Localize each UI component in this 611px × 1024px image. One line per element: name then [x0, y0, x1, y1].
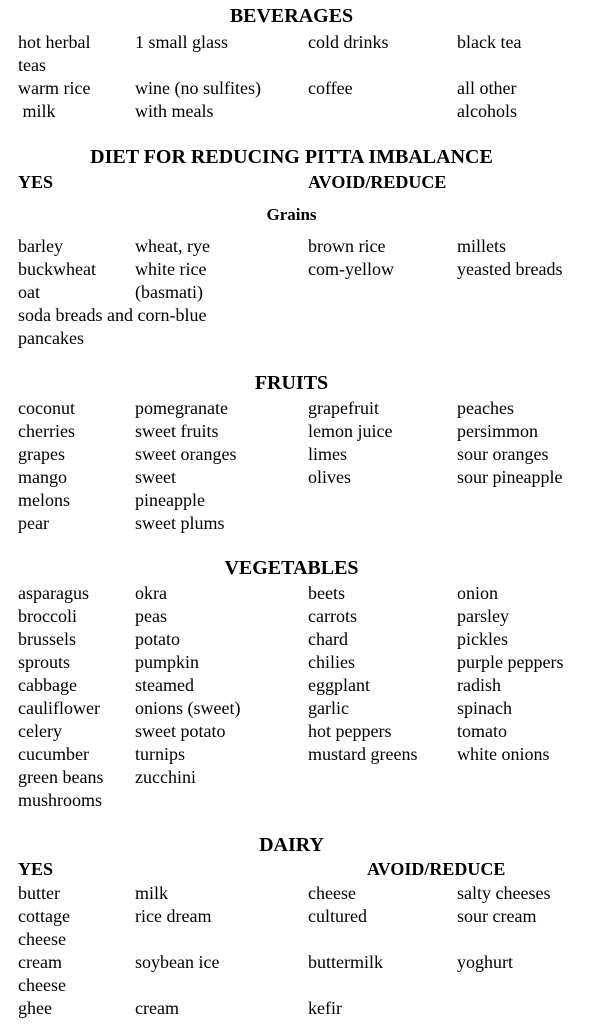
table-cell — [308, 281, 457, 304]
beverages-heading: BEVERAGES — [229, 5, 354, 27]
table-cell: cultured — [308, 906, 367, 926]
dairy-table — [18, 882, 598, 1020]
table-cell: potato — [135, 629, 180, 649]
table-cell — [457, 489, 598, 512]
table-cell: with meals — [135, 101, 214, 121]
table-cell — [457, 281, 598, 304]
table-cell: olives — [308, 467, 351, 487]
table-cell: sweet potato — [135, 721, 226, 741]
table-cell: sweet fruits — [135, 421, 219, 441]
fruits-table — [18, 397, 598, 535]
dairy-avoid-reduce-label: AVOID/REDUCE — [367, 859, 506, 879]
table-cell: cauliflower — [18, 698, 100, 718]
vegetables-heading: VEGETABLES — [224, 557, 359, 579]
table-cell: coconut — [18, 398, 75, 418]
table-cell: cucumber — [18, 744, 89, 764]
table-cell: sweet oranges — [135, 444, 237, 464]
table-cell: broccoli — [18, 606, 77, 626]
table-cell: mango — [18, 467, 67, 487]
table-cell — [457, 766, 598, 789]
table-cell: brown rice — [308, 236, 386, 256]
table-cell: kefir — [308, 998, 342, 1018]
table-cell: oat — [18, 282, 40, 302]
table-cell: green beans — [18, 767, 104, 787]
table-cell: parsley — [457, 606, 509, 626]
dairy-yes-label: YES — [18, 859, 54, 879]
table-cell: sour oranges — [457, 444, 549, 464]
table-cell — [308, 489, 457, 512]
table-cell — [457, 997, 598, 1020]
table-cell: 1 small glass — [135, 32, 228, 52]
table-cell: buttermilk — [308, 952, 383, 972]
table-cell: mushrooms — [18, 790, 103, 810]
table-cell: pancakes — [18, 328, 84, 348]
table-cell: yoghurt — [457, 952, 513, 972]
table-cell: cheese — [308, 883, 356, 903]
table-cell: beets — [308, 583, 345, 603]
table-cell: salty cheeses — [457, 883, 551, 903]
table-cell: soda breads and corn-blue — [18, 305, 207, 325]
table-cell: onions (sweet) — [135, 698, 241, 718]
table-cell — [135, 789, 308, 812]
table-cell: pumpkin — [135, 652, 200, 672]
table-cell: celery — [18, 721, 62, 741]
table-cell: wine (no sulfites) — [135, 78, 261, 98]
avoid-reduce-label: AVOID/REDUCE — [308, 172, 447, 192]
table-cell: grapefruit — [308, 398, 379, 418]
table-cell: chilies — [308, 652, 355, 672]
table-cell: cabbage — [18, 675, 77, 695]
table-cell: persimmon — [457, 421, 538, 441]
table-cell: pear — [18, 513, 49, 533]
table-cell — [457, 928, 598, 951]
table-cell: asparagus — [18, 583, 89, 603]
table-cell — [308, 512, 457, 535]
table-cell: peaches — [457, 398, 514, 418]
table-cell: sour cream — [457, 906, 537, 926]
table-cell: yeasted breads — [457, 259, 563, 279]
table-cell: okra — [135, 583, 167, 603]
table-cell: soybean ice — [135, 952, 220, 972]
grains-table — [18, 235, 598, 350]
table-cell — [308, 974, 457, 997]
table-cell: tomato — [457, 721, 507, 741]
table-cell: peas — [135, 606, 167, 626]
table-cell: sweet plums — [135, 513, 225, 533]
table-cell: milk — [18, 101, 56, 121]
table-cell — [135, 54, 308, 77]
table-cell: coffee — [308, 78, 353, 98]
table-cell: eggplant — [308, 675, 370, 695]
table-cell: zucchini — [135, 767, 196, 787]
table-cell: radish — [457, 675, 501, 695]
table-cell — [308, 54, 457, 77]
table-cell — [457, 512, 598, 535]
table-cell: barley — [18, 236, 63, 256]
table-cell: pomegranate — [135, 398, 228, 418]
table-cell: com-yellow — [308, 259, 394, 279]
table-cell: limes — [308, 444, 347, 464]
table-cell: black tea — [457, 32, 522, 52]
table-cell: hot peppers — [308, 721, 392, 741]
table-cell: millets — [457, 236, 506, 256]
table-cell — [457, 974, 598, 997]
table-cell: warm rice — [18, 78, 91, 98]
table-cell: sour pineapple — [457, 467, 563, 487]
table-cell: sweet — [135, 467, 176, 487]
table-cell — [308, 766, 457, 789]
table-cell: wheat, rye — [135, 236, 210, 256]
table-cell: garlic — [308, 698, 349, 718]
table-cell — [308, 789, 457, 812]
table-cell: (basmati) — [135, 282, 203, 302]
table-cell: pickles — [457, 629, 508, 649]
table-cell: brussels — [18, 629, 76, 649]
table-cell: ghee — [18, 998, 52, 1018]
table-cell: hot herbal — [18, 32, 91, 52]
table-cell — [308, 100, 457, 123]
grains-heading: Grains — [266, 205, 317, 224]
table-cell: milk — [135, 883, 169, 903]
table-cell: cheese — [18, 929, 66, 949]
table-cell: mustard greens — [308, 744, 418, 764]
table-cell: cherries — [18, 421, 75, 441]
fruits-heading: FRUITS — [254, 372, 329, 394]
table-cell: spinach — [457, 698, 512, 718]
yes-label: YES — [18, 172, 54, 192]
table-cell: rice dream — [135, 906, 212, 926]
table-cell: cottage — [18, 906, 70, 926]
table-cell: steamed — [135, 675, 194, 695]
table-cell: chard — [308, 629, 348, 649]
table-cell: cream — [18, 952, 62, 972]
table-cell: cream — [135, 998, 179, 1018]
table-cell: alcohols — [457, 101, 517, 121]
table-cell: lemon juice — [308, 421, 393, 441]
table-cell: purple peppers — [457, 652, 564, 672]
table-cell: melons — [18, 490, 70, 510]
table-cell: sprouts — [18, 652, 71, 672]
table-cell — [457, 789, 598, 812]
table-cell — [135, 928, 308, 951]
table-cell: cold drinks — [308, 32, 389, 52]
dairy-heading: DAIRY — [259, 834, 324, 856]
table-cell: cheese — [18, 975, 66, 995]
table-cell — [457, 54, 598, 77]
table-cell: teas — [18, 55, 46, 75]
table-cell: onion — [457, 583, 499, 603]
table-cell — [308, 928, 457, 951]
table-cell: turnips — [135, 744, 186, 764]
table-cell: all other — [457, 78, 517, 98]
table-cell: grapes — [18, 444, 65, 464]
vegetables-table — [18, 582, 598, 812]
table-cell: carrots — [308, 606, 357, 626]
table-cell: pineapple — [135, 490, 205, 510]
table-cell: white onions — [457, 744, 550, 764]
pitta-diet-title: DIET FOR REDUCING PITTA IMBALANCE — [90, 146, 493, 168]
table-cell: butter — [18, 883, 60, 903]
table-cell — [135, 974, 308, 997]
beverages-table — [18, 31, 598, 123]
table-cell: white rice — [135, 259, 207, 279]
table-cell: buckwheat — [18, 259, 96, 279]
